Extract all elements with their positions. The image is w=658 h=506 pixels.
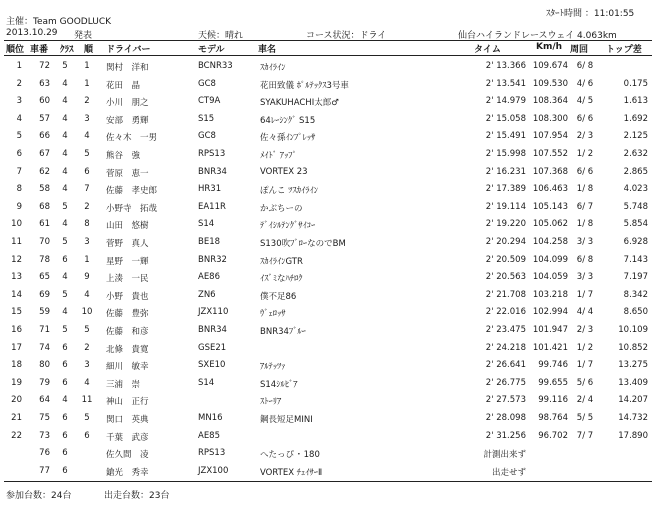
- cell-model: JZX100: [198, 465, 229, 476]
- cell-driver: 佐藤 豊弥: [106, 309, 149, 320]
- cell-lap: 1/ 2: [576, 342, 594, 353]
- cell-rank: 19: [11, 377, 22, 388]
- cell-car-no: 68: [39, 201, 50, 212]
- cell-class: 6: [62, 413, 68, 423]
- cell-gap: 8.650: [623, 307, 648, 318]
- cell-lap: 1/ 7: [576, 360, 594, 371]
- date: 2013.10.29: [6, 28, 58, 38]
- cell-lap: 3/ 3: [576, 237, 594, 247]
- cell-time: 2' 26.641: [485, 360, 526, 371]
- cell-speed: 99.116: [538, 395, 568, 406]
- cell-lap: 6/ 8: [576, 254, 594, 265]
- cell-rank: 4: [16, 113, 22, 124]
- cell-car-no: 63: [39, 78, 50, 89]
- cell-speed: 96.702: [538, 430, 568, 441]
- col-lap: 周回: [570, 45, 589, 55]
- cell-speed: 99.746: [538, 360, 568, 371]
- cell-car-no: 73: [39, 430, 50, 441]
- cell-rank: 3: [16, 96, 22, 107]
- cell-order: 1: [84, 254, 90, 265]
- cell-model: CT9A: [198, 96, 221, 107]
- cell-time: 計測出来ず: [483, 450, 526, 461]
- cell-rank: 16: [11, 325, 22, 335]
- cell-gap: 7.143: [623, 254, 648, 265]
- cell-time: 2' 22.016: [485, 307, 526, 318]
- cell-lap: 3/ 3: [576, 272, 594, 283]
- cell-model: GC8: [198, 78, 216, 89]
- cell-class: 6: [62, 430, 68, 441]
- cell-lap: 6/ 7: [576, 201, 594, 212]
- cell-speed: 106.463: [532, 184, 568, 195]
- cell-driver: 千葉 武彦: [106, 432, 149, 443]
- cell-time: 2' 13.541: [485, 78, 526, 89]
- cell-car-no: 78: [39, 254, 50, 265]
- cell-car-name: ｽｶｲﾗｲﾝGTR: [260, 256, 303, 267]
- cell-time: 2' 21.708: [485, 289, 526, 300]
- cell-time: 2' 28.098: [485, 413, 526, 423]
- header-bottom-rule: [4, 55, 652, 56]
- starter-count: 出走台数：23台: [104, 491, 170, 501]
- cell-order: 5: [84, 325, 90, 335]
- cell-lap: 6/ 8: [576, 61, 594, 71]
- cell-order: 1: [84, 61, 90, 71]
- table-bottom-rule: [4, 481, 652, 482]
- cell-lap: 1/ 7: [576, 289, 594, 300]
- cell-car-no: 72: [39, 61, 50, 71]
- cell-speed: 104.099: [532, 254, 568, 265]
- cell-class: 4: [62, 96, 68, 107]
- cell-lap: 5/ 5: [576, 413, 594, 423]
- cell-gap: 2.125: [623, 131, 648, 142]
- cell-time: 2' 20.294: [485, 237, 526, 247]
- cell-car-name: VORTEX 23: [260, 166, 308, 177]
- cell-lap: 4/ 4: [576, 307, 594, 318]
- cell-gap: 10.852: [618, 342, 648, 353]
- cell-lap: 4/ 5: [576, 96, 594, 107]
- entry-count: 参加台数：24台: [6, 491, 72, 501]
- cell-model: S14: [198, 219, 215, 230]
- cell-car-name: ｳﾞｪﾛｯｻ: [260, 309, 286, 320]
- cell-gap: 7.197: [623, 272, 648, 283]
- cell-time: 2' 26.775: [485, 377, 526, 388]
- col-model: モデル: [198, 45, 225, 55]
- col-gap: トップ差: [606, 45, 642, 55]
- cell-gap: 2.865: [623, 166, 648, 177]
- cell-model: SXE10: [198, 360, 226, 371]
- cell-class: 6: [62, 448, 68, 459]
- cell-car-name: 鋼長短足MINI: [260, 415, 313, 425]
- cell-lap: 6/ 6: [576, 113, 594, 124]
- cell-time: 2' 17.389: [485, 184, 526, 195]
- cell-class: 5: [62, 289, 68, 300]
- cell-car-name: ｱﾙﾃｯﾂｧ: [260, 362, 286, 373]
- cell-driver: 花田 晶: [106, 80, 141, 91]
- col-driver: ドライバー: [106, 45, 151, 55]
- cell-class: 6: [62, 342, 68, 353]
- cell-driver: 熊谷 強: [106, 151, 141, 161]
- cell-rank: 13: [11, 272, 22, 283]
- cell-order: 3: [84, 360, 90, 371]
- cell-lap: 2/ 3: [576, 325, 594, 335]
- cell-car-name: ﾃﾞｲｼﾙﾃﾝｸﾞｻｲｺｰ: [260, 221, 316, 232]
- cell-car-name: かぶちーの: [260, 203, 303, 214]
- cell-driver: 菅野 真人: [106, 239, 149, 249]
- cell-speed: 99.655: [538, 377, 568, 388]
- cell-rank: 20: [11, 395, 22, 406]
- cell-class: 6: [62, 254, 68, 265]
- cell-order: 5: [84, 413, 90, 423]
- cell-rank: 12: [11, 254, 22, 265]
- cell-rank: 22: [11, 430, 22, 441]
- cell-lap: 7/ 7: [576, 430, 594, 441]
- cell-time: 2' 20.563: [485, 272, 526, 283]
- cell-rank: 7: [16, 166, 22, 177]
- cell-speed: 109.530: [532, 78, 568, 89]
- cell-class: 4: [62, 184, 68, 195]
- col-speed: Km/h: [536, 42, 563, 52]
- cell-rank: 9: [16, 201, 22, 212]
- cell-time: 2' 16.231: [485, 166, 526, 177]
- cell-car-name: ｽｶｲﾗｲﾝ: [260, 63, 286, 73]
- cell-speed: 102.994: [532, 307, 568, 318]
- col-class: ｸﾗｽ: [60, 45, 74, 55]
- cell-car-name: ｲｽﾞﾐなﾊﾁﾛｸ: [260, 274, 303, 285]
- cell-order: 8: [84, 219, 90, 230]
- cell-car-name: S14ｼﾙﾋﾞｱ: [260, 379, 298, 390]
- cell-car-no: 67: [39, 149, 50, 159]
- cell-time: 2' 13.366: [485, 61, 526, 71]
- cell-driver: 三浦 崇: [106, 379, 141, 390]
- cell-gap: 1.692: [623, 113, 648, 124]
- cell-car-no: 75: [39, 413, 50, 423]
- cell-car-name: 佐々孫ｲﾝﾌﾟﾚｯｻ: [260, 133, 316, 144]
- cell-model: HR31: [198, 184, 222, 195]
- cell-class: 5: [62, 201, 68, 212]
- weather: 天候：晴れ: [198, 31, 244, 41]
- cell-car-name: S130吹ﾌﾞﾛｰなのでBM: [260, 239, 346, 249]
- cell-driver: 山田 悠樹: [106, 221, 149, 232]
- cell-model: BNR32: [198, 254, 227, 265]
- cell-driver: 佐藤 孝史郎: [106, 186, 158, 197]
- cell-gap: 0.175: [623, 78, 648, 89]
- cell-speed: 107.552: [532, 149, 568, 159]
- cell-car-no: 62: [39, 166, 50, 177]
- cell-rank: 15: [11, 307, 22, 318]
- circuit-name: 仙台ハイランドレースウェイ 4.063km: [458, 31, 617, 41]
- cell-driver: 小川 朋之: [106, 98, 149, 109]
- cell-driver: 小野 貴也: [106, 291, 149, 302]
- cell-gap: 14.207: [618, 395, 648, 406]
- cell-car-no: 71: [39, 325, 50, 335]
- cell-car-name: BNR34ﾌﾞﾙｰ: [260, 327, 306, 337]
- cell-speed: 104.059: [532, 272, 568, 283]
- header-top-rule: [4, 40, 652, 41]
- cell-car-name: へたっぴ ･ 180: [260, 450, 320, 461]
- cell-time: 2' 19.114: [485, 201, 526, 212]
- cell-driver: 関村 洋和: [106, 63, 149, 73]
- col-car-no: 車番: [30, 45, 49, 55]
- cell-order: 9: [84, 272, 90, 283]
- cell-model: JZX110: [198, 307, 229, 318]
- cell-driver: 細川 敏幸: [106, 362, 149, 373]
- cell-car-name: VORTEX ﾁｪｲｻｰⅡ: [260, 467, 323, 478]
- cell-car-name: ぽんこ ﾂｽｶｲﾗｲﾝ: [260, 186, 318, 197]
- cell-rank: 10: [11, 219, 22, 230]
- cell-driver: 関口 英典: [106, 415, 149, 425]
- cell-car-no: 59: [39, 307, 50, 318]
- cell-car-no: 76: [39, 448, 50, 459]
- cell-model: RPS13: [198, 149, 226, 159]
- cell-gap: 8.342: [623, 289, 648, 300]
- cell-lap: 1/ 8: [576, 219, 594, 230]
- col-car-name: 車名: [258, 45, 277, 55]
- cell-rank: 1: [16, 61, 22, 71]
- cell-speed: 101.947: [532, 325, 568, 335]
- cell-model: BE18: [198, 237, 221, 247]
- cell-model: EA11R: [198, 201, 226, 212]
- cell-model: BCNR33: [198, 61, 233, 71]
- cell-speed: 103.218: [532, 289, 568, 300]
- cell-class: 4: [62, 307, 68, 318]
- cell-gap: 10.109: [618, 325, 648, 335]
- cell-car-no: 64: [39, 395, 50, 406]
- cell-gap: 5.854: [623, 219, 648, 230]
- cell-speed: 104.258: [532, 237, 568, 247]
- cell-rank: 21: [11, 413, 22, 423]
- cell-model: GSE21: [198, 342, 227, 353]
- cell-order: 4: [84, 289, 90, 300]
- cell-order: 5: [84, 149, 90, 159]
- cell-car-no: 58: [39, 184, 50, 195]
- cell-car-no: 61: [39, 219, 50, 230]
- cell-model: RPS13: [198, 448, 226, 459]
- cell-rank: 14: [11, 289, 22, 300]
- cell-speed: 101.421: [532, 342, 568, 353]
- cell-time: 2' 31.256: [485, 430, 526, 441]
- cell-class: 5: [62, 61, 68, 71]
- cell-gap: 17.890: [618, 430, 648, 441]
- cell-class: 6: [62, 360, 68, 371]
- cell-driver: 佐々木 一男: [106, 133, 158, 144]
- cell-time: 2' 15.058: [485, 113, 526, 124]
- cell-order: 3: [84, 113, 90, 124]
- cell-order: 3: [84, 237, 90, 247]
- cell-lap: 2/ 3: [576, 131, 594, 142]
- cell-speed: 109.674: [532, 61, 568, 71]
- cell-model: ZN6: [198, 289, 216, 300]
- cell-rank: 8: [16, 184, 22, 195]
- cell-car-no: 60: [39, 96, 50, 107]
- cell-car-name: SYAKUHACHI太郎♂: [260, 98, 339, 109]
- cell-speed: 108.364: [532, 96, 568, 107]
- cell-speed: 107.368: [532, 166, 568, 177]
- cell-time: 2' 15.998: [485, 149, 526, 159]
- cell-gap: 5.748: [623, 201, 648, 212]
- cell-order: 4: [84, 131, 90, 142]
- cell-car-no: 79: [39, 377, 50, 388]
- cell-car-no: 66: [39, 131, 50, 142]
- cell-rank: 6: [16, 149, 22, 159]
- cell-class: 4: [62, 78, 68, 89]
- cell-speed: 107.954: [532, 131, 568, 142]
- cell-driver: 佐久間 凌: [106, 450, 149, 461]
- cell-car-name: ｽﾄｰﾘｱ: [260, 397, 282, 408]
- course-condition: コース状況：ドライ: [306, 31, 387, 41]
- cell-car-name: 花田致儀 ﾎﾟﾙﾃｯｸｽ3号車: [260, 80, 349, 91]
- cell-speed: 98.764: [538, 413, 568, 423]
- cell-class: 4: [62, 131, 68, 142]
- cell-order: 4: [84, 377, 90, 388]
- cell-model: AE85: [198, 430, 221, 441]
- cell-time: 2' 19.220: [485, 219, 526, 230]
- cell-class: 4: [62, 149, 68, 159]
- cell-gap: 14.732: [618, 413, 648, 423]
- cell-car-no: 77: [39, 465, 50, 476]
- cell-lap: 1/ 2: [576, 149, 594, 159]
- col-rank: 順位: [6, 45, 25, 55]
- cell-car-no: 70: [39, 237, 50, 247]
- cell-model: MN16: [198, 413, 223, 423]
- cell-order: 2: [84, 96, 90, 107]
- cell-lap: 2/ 4: [576, 395, 594, 406]
- cell-lap: 5/ 6: [576, 377, 594, 388]
- cell-class: 4: [62, 272, 68, 283]
- cell-gap: 4.023: [623, 184, 648, 195]
- announce-label: 発表: [74, 31, 93, 41]
- cell-lap: 1/ 8: [576, 184, 594, 195]
- cell-speed: 105.062: [532, 219, 568, 230]
- cell-order: 1: [84, 78, 90, 89]
- cell-driver: 佐藤 和彦: [106, 327, 149, 337]
- cell-gap: 1.613: [623, 96, 648, 107]
- cell-lap: 6/ 6: [576, 166, 594, 177]
- organizer: 主催：Team GOODLUCK: [6, 17, 112, 27]
- cell-speed: 108.300: [532, 113, 568, 124]
- cell-driver: 小野寺 拓哉: [106, 203, 158, 214]
- cell-order: 2: [84, 201, 90, 212]
- cell-class: 4: [62, 395, 68, 406]
- cell-class: 5: [62, 325, 68, 335]
- cell-order: 10: [81, 307, 93, 318]
- cell-driver: 上湊 一民: [106, 274, 149, 285]
- cell-class: 4: [62, 219, 68, 230]
- cell-class: 4: [62, 113, 68, 124]
- cell-driver: 星野 一輝: [106, 256, 149, 267]
- cell-car-no: 74: [39, 342, 50, 353]
- cell-rank: 18: [11, 360, 22, 371]
- cell-gap: 2.632: [623, 149, 648, 159]
- cell-model: BNR34: [198, 325, 227, 335]
- cell-class: 4: [62, 166, 68, 177]
- cell-rank: 11: [11, 237, 22, 247]
- cell-driver: 鎗光 秀幸: [106, 467, 149, 478]
- cell-time: 2' 14.979: [485, 96, 526, 107]
- cell-time: 2' 15.491: [485, 131, 526, 142]
- cell-rank: 5: [16, 131, 22, 142]
- cell-driver: 神山 正行: [106, 397, 149, 408]
- cell-model: S15: [198, 113, 215, 124]
- start-time: ｽﾀｰﾄ時間 ：11:01:55: [546, 9, 635, 19]
- cell-car-name: 64ﾚｰｼﾝｸﾞ S15: [260, 115, 316, 126]
- cell-car-name: 僕不足86: [260, 291, 297, 302]
- cell-model: GC8: [198, 131, 216, 142]
- cell-lap: 4/ 6: [576, 78, 594, 89]
- cell-order: 6: [84, 430, 90, 441]
- cell-time: 出走せず: [491, 467, 526, 478]
- cell-speed: 105.143: [532, 201, 568, 212]
- cell-car-no: 80: [39, 360, 50, 371]
- cell-car-no: 65: [39, 272, 50, 283]
- cell-driver: 安部 勇輝: [106, 115, 149, 126]
- cell-car-no: 69: [39, 289, 50, 300]
- cell-car-no: 57: [39, 113, 50, 124]
- cell-driver: 菅原 恵一: [106, 168, 149, 179]
- cell-model: S14: [198, 377, 215, 388]
- cell-time: 2' 24.218: [485, 342, 526, 353]
- table-row: [0, 462, 658, 482]
- cell-order: 6: [84, 166, 90, 177]
- cell-time: 2' 20.509: [485, 254, 526, 265]
- col-order: 順: [84, 45, 94, 55]
- cell-car-name: ﾒｲﾄﾞ ｱｯﾌﾟ: [260, 151, 297, 161]
- cell-class: 6: [62, 465, 68, 476]
- col-time: タイム: [474, 45, 501, 55]
- cell-rank: 2: [16, 78, 22, 89]
- cell-rank: 17: [11, 342, 22, 353]
- cell-class: 5: [62, 237, 68, 247]
- cell-time: 2' 23.475: [485, 325, 526, 335]
- cell-driver: 北條 貴寛: [106, 344, 149, 355]
- cell-model: AE86: [198, 272, 221, 283]
- cell-class: 6: [62, 377, 68, 388]
- cell-model: BNR34: [198, 166, 227, 177]
- cell-gap: 13.275: [618, 360, 648, 371]
- cell-gap: 13.409: [618, 377, 648, 388]
- cell-time: 2' 27.573: [485, 395, 526, 406]
- cell-order: 7: [84, 184, 90, 195]
- cell-order: 11: [81, 395, 93, 406]
- cell-gap: 6.928: [623, 237, 648, 247]
- cell-order: 2: [84, 342, 90, 353]
